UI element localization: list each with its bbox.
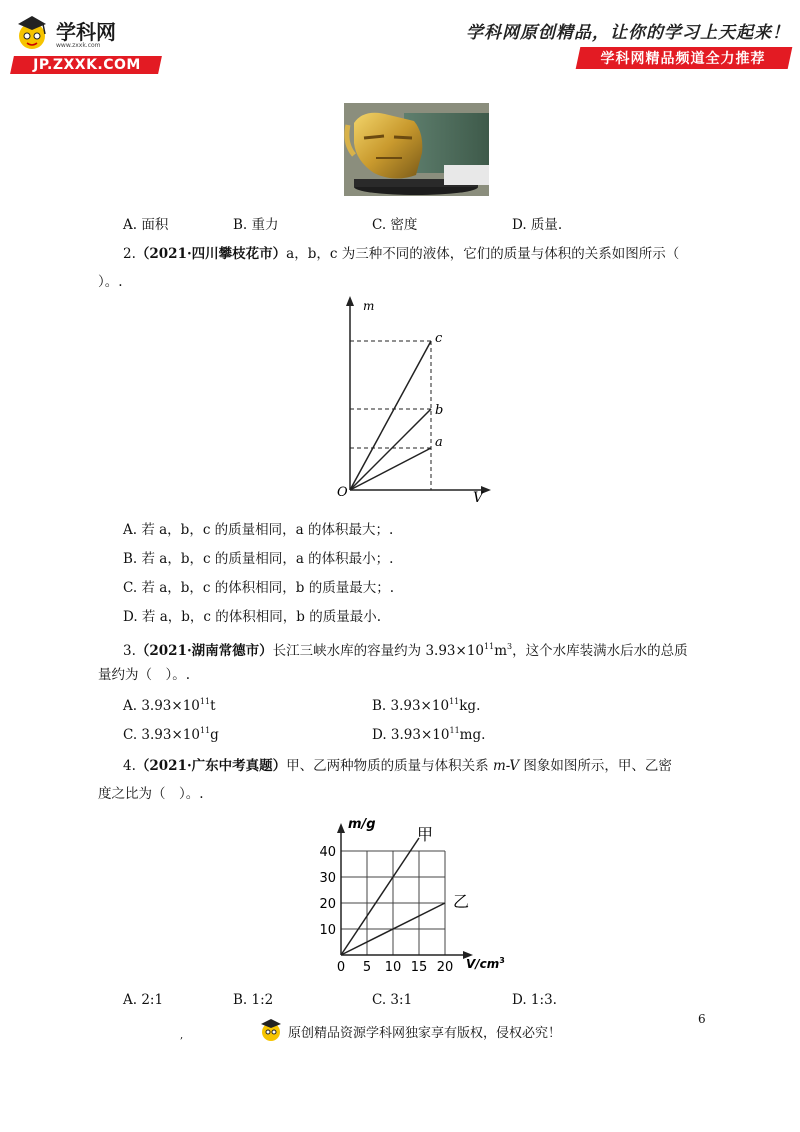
q3-option-c[interactable] — [123, 726, 219, 743]
q3-stem-exp: 11 — [484, 642, 495, 651]
q2-label-b: b — [435, 403, 444, 418]
q4-y-axis-label: m/g — [348, 817, 376, 832]
q4-series-line-1 — [341, 838, 419, 955]
q3-option-c-value: C. 3.93×10 — [123, 727, 200, 743]
q4-stem-a: 甲、乙两种物质的质量与体积关系 — [286, 758, 493, 774]
q2-y-arrow-icon — [346, 296, 354, 306]
q3-stem-b: ，这个水库装满水后水的总质 — [512, 643, 688, 659]
q2-stem-text: a，b，c 为三种不同的液体，它们的质量与体积的关系如图所示（ — [286, 246, 680, 262]
q3-option-a-value: A. 3.93×10 — [123, 698, 200, 714]
logo-url: JP.ZXXK.COM — [33, 57, 141, 73]
q2-number: 2. — [123, 246, 136, 262]
q2-label-a: a — [435, 435, 443, 450]
q4-number: 4. — [123, 758, 136, 774]
q3-option-d-exp: 11 — [449, 726, 460, 735]
logo-text: 学科网 — [56, 20, 116, 44]
q4-y-arrow-icon — [337, 823, 345, 833]
q3-option-a[interactable] — [123, 697, 216, 714]
q3-option-d-value: D. 3.93×10 — [372, 727, 450, 743]
q2-y-label: m — [363, 299, 375, 313]
q4-mv-chart — [310, 810, 520, 980]
q3-stem — [123, 637, 688, 661]
q4-series-label-2: 乙 — [453, 892, 470, 911]
q3-stem-a: 长江三峡水库的容量约为 3.93×10 — [272, 643, 485, 659]
q2-stem-line2: ）。. — [98, 274, 123, 290]
q2-label-c: c — [435, 331, 443, 346]
q2-origin-label: O — [337, 485, 348, 500]
channel-banner-text[interactable]: 学科网精品频道全力推荐 — [600, 51, 766, 67]
q4-x-tick-10: 10 — [384, 960, 402, 975]
q3-stem-unit: m — [494, 643, 508, 659]
q4-stem-line2: 度之比为（ ）。. — [98, 786, 204, 802]
q3-number: 3. — [123, 643, 136, 659]
q3-option-a-unit: t — [210, 698, 216, 714]
q4-series-label-1: 甲 — [417, 825, 434, 844]
q4-y-tick-10: 10 — [319, 923, 336, 938]
q4-axes — [337, 823, 473, 959]
q3-stem-unit-exp: 3 — [507, 642, 513, 651]
logo-subtext: www.zxxk.com — [56, 42, 101, 49]
q4-grid — [341, 851, 445, 955]
q4-option-a[interactable]: A. 2:1 — [123, 992, 164, 1008]
q4-y-tick-40: 40 — [319, 845, 336, 860]
q4-option-b[interactable]: B. 1:2 — [233, 992, 274, 1008]
q3-source: （2021·湖南常德市） — [135, 643, 273, 659]
q4-source: （2021·广东中考真题） — [135, 758, 287, 774]
q3-option-b[interactable] — [372, 697, 480, 714]
gold-mask-photo — [344, 103, 489, 196]
site-logo[interactable] — [10, 12, 160, 74]
q2-stem — [123, 244, 679, 264]
q1-option-d[interactable]: D. 质量. — [512, 217, 563, 233]
q3-option-b-value: B. 3.93×10 — [372, 698, 450, 714]
q4-stem-italic: m-V — [492, 758, 520, 774]
q2-option-d[interactable]: D. 若 a，b，c 的体积相同，b 的质量最小. — [123, 609, 381, 625]
q4-x-tick-5: 5 — [362, 960, 372, 975]
q2-line-b — [350, 409, 431, 490]
q3-option-d-unit: mg. — [459, 727, 486, 743]
q1-option-b[interactable]: B. 重力 — [233, 217, 279, 233]
q4-y-tick-30: 30 — [319, 871, 336, 886]
q2-option-b[interactable]: B. 若 a，b，c 的质量相同，a 的体积最小；. — [123, 551, 394, 567]
q1-option-c[interactable]: C. 密度 — [372, 217, 418, 233]
footer-mascot-icon — [258, 1016, 284, 1044]
q4-y-tick-20: 20 — [319, 897, 336, 912]
q2-line-c — [350, 341, 431, 490]
q3-option-c-unit: g — [210, 727, 219, 743]
q3-option-b-exp: 11 — [449, 697, 460, 706]
header-slogan: 学科网原创精品，让你的学习上天起来！ — [466, 23, 790, 43]
q4-x-tick-0: 0 — [336, 960, 346, 975]
q4-x-tick-15: 15 — [410, 960, 428, 975]
q2-x-label: V — [473, 490, 484, 506]
q4-x-tick-20: 20 — [436, 960, 454, 975]
q2-option-a[interactable]: A. 若 a，b，c 的质量相同，a 的体积最大；. — [123, 522, 394, 538]
page-number: 6 — [698, 1012, 706, 1026]
footer-mark: , — [180, 1030, 184, 1041]
mascot-icon — [10, 12, 54, 54]
q4-stem — [123, 756, 672, 776]
q3-option-a-exp: 11 — [199, 697, 211, 706]
q2-option-c[interactable]: C. 若 a，b，c 的体积相同，b 的质量最大；. — [123, 580, 394, 596]
q2-mass-volume-figure — [325, 292, 500, 510]
footer-copyright: 原创精品资源学科网独家享有版权，侵权必究！ — [288, 1026, 562, 1041]
q4-option-d[interactable]: D. 1:3. — [512, 992, 557, 1008]
q1-option-a[interactable]: A. 面积 — [123, 217, 169, 233]
q4-x-axis-label: $V/cm^3$ — [466, 956, 505, 971]
q4-stem-b: 图象如图所示，甲、乙密 — [519, 758, 672, 774]
q3-option-b-unit: kg. — [459, 698, 481, 714]
q4-series — [341, 825, 469, 955]
q2-source: （2021·四川攀枝花市） — [135, 246, 287, 262]
q3-option-d[interactable] — [372, 726, 485, 743]
q4-option-c[interactable]: C. 3:1 — [372, 992, 413, 1008]
q3-stem-line2: 量约为（ ）。. — [98, 667, 191, 683]
q3-option-c-exp: 11 — [199, 726, 211, 735]
